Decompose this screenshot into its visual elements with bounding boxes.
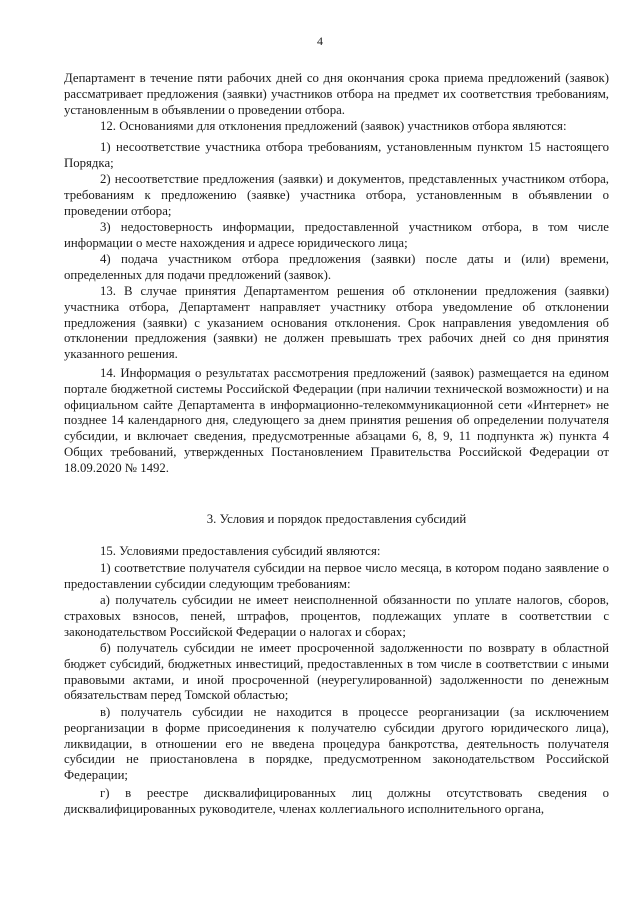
paragraph: б) получатель субсидии не имеет просроченной задолженности по возврату в областной бюджет субсидий, бюджетных инвестиций, предоставленных в том числе в соответствии с иными правовыми актами, и иной просроченной (неурегулированной) задолженности по денежным обязательствам перед Томской областью; [64,641,609,703]
paragraph: 13. В случае принятия Департаментом решения об отклонении предложения (заявки) участника отбора, Департамент направляет участнику отбора уведомление об отклонении предложения (заявки) с указанием основания отклонения. Срок направления уведомления об отклонении предложения (заявки) не должен превышать трех рабочих дней со дня принятия указанного решения. [64,284,609,362]
paragraph: 3) недостоверность информации, предоставленной участником отбора, в том числе информации о месте нахождения и адресе юридического лица; [64,220,609,250]
paragraph: 4) подача участником отбора предложения (заявки) после даты и (или) времени, определенных для подачи предложений (заявок). [64,252,609,282]
paragraph: г) в реестре дисквалифицированных лиц должны отсутствовать сведения о дисквалифицированных руководителе, членах коллегиального исполнительного органа, [64,786,609,816]
paragraph: а) получатель субсидии не имеет неисполненной обязанности по уплате налогов, сборов, страховых взносов, пеней, штрафов, процентов, подлежащих уплате в соответствии с законодательством Российской Федерации о налогах и сборах; [64,593,609,639]
section-heading: 3. Условия и порядок предоставления субсидий [206,512,467,526]
page-number: 4 [317,34,323,48]
paragraph: 1) соответствие получателя субсидии на первое число месяца, в котором подано заявление о предоставлении субсидии следующим требованиям: [64,561,609,591]
paragraph: в) получатель субсидии не находится в процессе реорганизации (за исключением реорганизации в форме присоединения к получателю субсидии другого юридического лица), ликвидации, в отношении его не введена процедура банкротства, деятельность получателя субсидии не приостановлена в порядке, предусмотренном законодательством Российской Федерации; [64,705,609,783]
paragraph: 14. Информация о результатах рассмотрения предложений (заявок) размещается на едином портале бюджетной системы Российской Федерации (при наличии технической возможности) и на официальном сайте Департамента в информационно-телекоммуникационной сети «Интернет» не позднее 14 календарного дня, следующего за днем принятия решения об определении получателя субсидии, и включает сведения, предусмотренные абзацами 6, 8, 9, 11 подпункта ж) пункта 4 Общих требований, утвержденных Постановлением Правительства Российской Федерации от 18.09.2020 № 1492. [64,366,609,475]
paragraph: 1) несоответствие участника отбора требованиям, установленным пунктом 15 настоящего Порядка; [64,140,609,170]
paragraph: 2) несоответствие предложения (заявки) и документов, представленных участником отбора, требованиям к предложению (заявке) участника отбора, установленным в объявлении о проведении отбора; [64,172,609,218]
paragraph: 15. Условиями предоставления субсидий являются: [100,544,381,558]
paragraph: Департамент в течение пяти рабочих дней со дня окончания срока приема предложений (заявок) рассматривает предложения (заявки) участников отбора на предмет их соответствия требованиям, установленным в объявлении о проведении отбора. [64,71,609,117]
paragraph: 12. Основаниями для отклонения предложений (заявок) участников отбора являются: [100,119,567,133]
